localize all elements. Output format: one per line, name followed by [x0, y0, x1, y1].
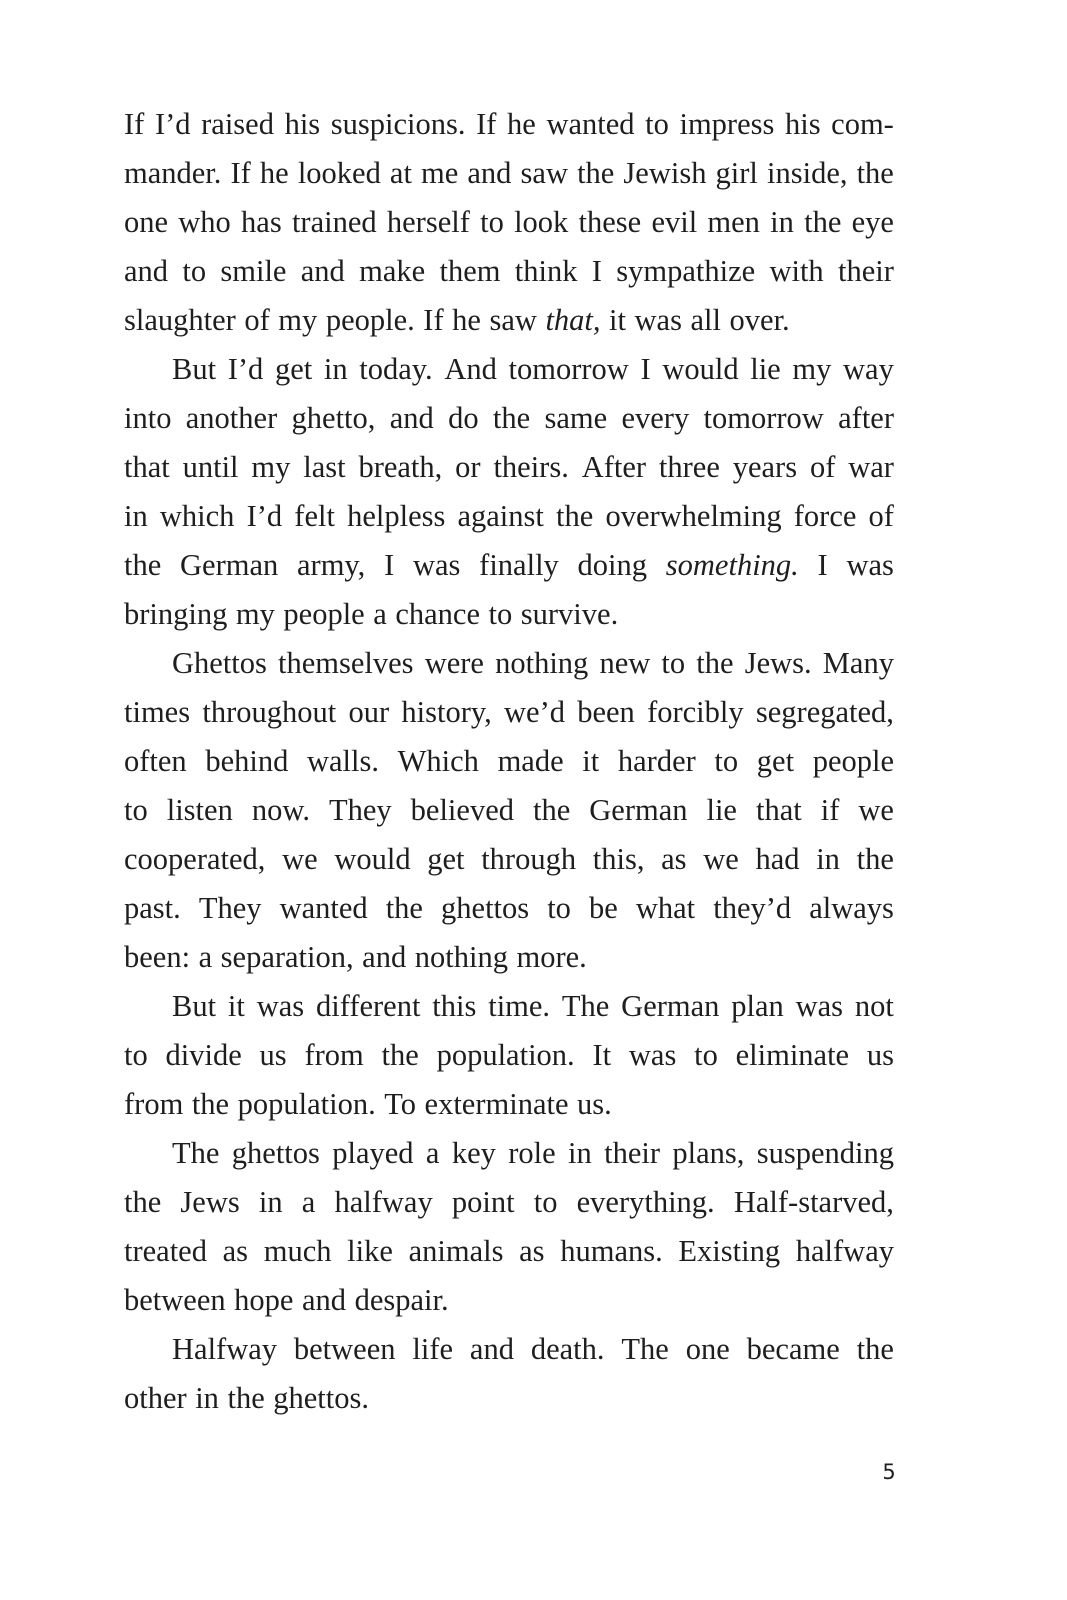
text-line: [124, 296, 894, 345]
text-word: until: [182, 450, 239, 484]
text-word: in: [816, 842, 840, 876]
text-word: Existing: [678, 1234, 781, 1268]
text-word: been: [577, 695, 635, 729]
text-word: halfway: [334, 1185, 433, 1219]
text-word: a: [425, 1136, 440, 1170]
text-line: [124, 492, 894, 541]
text-word: humans.: [560, 1234, 663, 1268]
text-word: I: [591, 254, 602, 288]
text-word: impress: [679, 107, 775, 141]
text-word: always: [809, 891, 894, 925]
text-word: theirs.: [493, 450, 569, 484]
text-word: the: [856, 1332, 894, 1366]
text-word: saw: [489, 303, 537, 337]
text-word: survive.: [520, 597, 619, 631]
text-line: [124, 1325, 894, 1374]
text-word: the: [385, 891, 423, 925]
text-word: became: [746, 1332, 840, 1366]
text-word: against: [457, 499, 544, 533]
text-word: Ghettos: [172, 646, 267, 680]
text-word: in: [568, 1136, 592, 1170]
page-number: 5: [882, 1460, 896, 1484]
text-word: to: [480, 205, 504, 239]
text-word: played: [332, 1136, 414, 1170]
text-word: it: [609, 303, 626, 337]
text-word: wanted: [279, 891, 368, 925]
text-line: [124, 1227, 894, 1276]
text-word: But: [172, 352, 217, 386]
text-word: way: [843, 352, 894, 386]
text-word: same: [544, 401, 608, 435]
text-word: had: [755, 842, 800, 876]
text-word: The: [172, 1136, 220, 1170]
text-line: [124, 394, 894, 443]
text-word: hope: [234, 1283, 294, 1317]
text-word: the: [696, 646, 734, 680]
text-line: [124, 1129, 894, 1178]
text-word: between: [293, 1332, 396, 1366]
text-word: the: [577, 156, 615, 190]
text-word: overwhelming: [605, 499, 782, 533]
text-word: I’d: [154, 107, 191, 141]
text-word: ghettos: [441, 891, 530, 925]
text-word: make: [359, 254, 426, 288]
text-word: their: [604, 1136, 661, 1170]
text-word: breath,: [358, 450, 443, 484]
text-word: the: [191, 1087, 230, 1121]
text-word: lie: [706, 793, 737, 827]
text-word: and: [389, 401, 434, 435]
text-word: and: [301, 1283, 347, 1317]
text-word: if: [820, 793, 840, 827]
text-word: lie: [750, 352, 781, 386]
text-word: to: [661, 646, 686, 680]
text-line: [124, 639, 894, 688]
text-word: with: [769, 254, 824, 288]
text-word: over.: [729, 303, 790, 337]
text-word: eye: [851, 205, 894, 239]
text-word: inside,: [767, 156, 848, 190]
text-word: we: [858, 793, 894, 827]
text-word: get: [756, 744, 795, 778]
text-line: [124, 982, 894, 1031]
text-word: the: [381, 1038, 419, 1072]
text-word: point: [451, 1185, 515, 1219]
text-word: we’d: [504, 695, 565, 729]
text-word: finally: [479, 548, 559, 582]
text-word: German: [589, 793, 688, 827]
text-word: would: [662, 352, 739, 386]
text-word: throughout: [202, 695, 337, 729]
text-line: [124, 835, 894, 884]
text-word: think: [514, 254, 578, 288]
text-word: forcibly: [647, 695, 744, 729]
text-word: today.: [359, 352, 433, 386]
text-word: segregated,: [755, 695, 894, 729]
text-word: trained: [291, 205, 377, 239]
text-line: [124, 1080, 894, 1129]
text-word: in: [124, 499, 148, 533]
text-word: every: [621, 401, 690, 435]
text-word: to: [182, 254, 207, 288]
text-word: If: [230, 156, 251, 190]
text-word: I’d: [227, 352, 264, 386]
text-word: chance: [395, 597, 480, 631]
text-word: get: [427, 842, 465, 876]
text-word: girl: [715, 156, 758, 190]
text-word: one: [124, 205, 169, 239]
text-word: as: [661, 842, 687, 876]
text-word: suspicions.: [330, 107, 466, 141]
text-word: suspending: [756, 1136, 894, 1170]
text-word: all: [690, 303, 721, 337]
text-word: he: [259, 156, 289, 190]
text-word: was: [795, 989, 844, 1023]
text-word: now.: [251, 793, 310, 827]
text-word: in: [770, 205, 794, 239]
text-word: between: [124, 1283, 226, 1317]
text-word: from: [124, 1087, 184, 1121]
text-word: felt: [294, 499, 335, 533]
text-word: If: [476, 107, 497, 141]
text-word: at: [389, 156, 412, 190]
text-word: not: [854, 989, 894, 1023]
text-word: German: [621, 989, 720, 1023]
text-word: ghettos.: [273, 1381, 369, 1415]
text-word: that,: [545, 303, 601, 337]
text-word: separation,: [220, 940, 354, 974]
text-word: his: [284, 107, 321, 141]
text-word: more.: [516, 940, 587, 974]
text-word: do: [448, 401, 479, 435]
text-word: look: [514, 205, 569, 239]
text-word: last: [303, 450, 346, 484]
text-word: would: [334, 842, 411, 876]
text-word: be: [589, 891, 618, 925]
text-line: [124, 100, 894, 149]
text-word: sympathize: [616, 254, 756, 288]
text-word: population.: [237, 1087, 376, 1121]
text-word: were: [424, 646, 484, 680]
text-line: [124, 1374, 894, 1423]
text-word: this: [432, 989, 477, 1023]
text-word: herself: [386, 205, 470, 239]
text-word: listen: [166, 793, 233, 827]
text-word: role: [508, 1136, 556, 1170]
text-line: [124, 1276, 894, 1325]
text-word: After: [581, 450, 647, 484]
text-word: nothing: [414, 940, 508, 974]
text-word: animals: [408, 1234, 504, 1268]
text-word: in: [195, 1381, 219, 1415]
text-word: divide: [165, 1038, 242, 1072]
text-line: [124, 345, 894, 394]
text-word: and: [362, 940, 407, 974]
text-word: Which: [397, 744, 479, 778]
text-line: [124, 590, 894, 639]
text-word: us: [866, 1038, 894, 1072]
text-word: time.: [488, 989, 551, 1023]
text-word: To: [384, 1087, 417, 1121]
text-word: much: [263, 1234, 332, 1268]
text-word: The: [621, 1332, 669, 1366]
text-word: what: [635, 891, 696, 925]
text-line: [124, 933, 894, 982]
text-word: that: [755, 793, 802, 827]
text-line: [124, 198, 894, 247]
text-word: exterminate: [424, 1087, 569, 1121]
text-word: life: [412, 1332, 454, 1366]
text-word: behind: [205, 744, 289, 778]
text-word: made: [497, 744, 564, 778]
text-word: their: [837, 254, 894, 288]
text-word: helpless: [347, 499, 446, 533]
text-word: three: [658, 450, 720, 484]
text-word: war: [848, 450, 894, 484]
text-word: death.: [530, 1332, 605, 1366]
text-word: who: [178, 205, 231, 239]
text-word: my: [792, 352, 832, 386]
text-word: our: [348, 695, 390, 729]
text-word: I’d: [246, 499, 283, 533]
text-word: people.: [325, 303, 415, 337]
text-line: [124, 149, 894, 198]
text-word: to: [533, 1185, 558, 1219]
text-word: If: [423, 303, 444, 337]
text-word: of: [868, 499, 894, 533]
text-word: the: [556, 499, 594, 533]
text-word: evil: [651, 205, 698, 239]
text-word: the: [227, 1381, 265, 1415]
text-word: it: [582, 744, 600, 778]
text-word: in: [258, 1185, 283, 1219]
text-word: eliminate: [735, 1038, 850, 1072]
text-word: the: [804, 205, 842, 239]
text-word: despair.: [354, 1283, 449, 1317]
text-word: men: [707, 205, 760, 239]
text-word: to: [547, 891, 571, 925]
text-word: Jewish: [623, 156, 707, 190]
text-word: he: [452, 303, 481, 337]
text-word: army,: [297, 548, 366, 582]
text-word: Jews: [180, 1185, 240, 1219]
text-word: years: [732, 450, 798, 484]
text-word: us.: [577, 1087, 612, 1121]
text-word: people: [812, 744, 894, 778]
text-word: wanted: [546, 107, 635, 141]
text-word: times: [124, 695, 191, 729]
text-word: And: [444, 352, 497, 386]
text-word: I: [817, 548, 828, 582]
text-word: It: [592, 1038, 612, 1072]
text-word: my: [251, 450, 291, 484]
text-word: treated: [124, 1234, 207, 1268]
text-line: [124, 247, 894, 296]
text-word: another: [185, 401, 278, 435]
text-word: something.: [665, 548, 799, 582]
text-word: German: [180, 548, 279, 582]
text-word: they’d: [713, 891, 792, 925]
text-word: different: [316, 989, 421, 1023]
text-word: to: [714, 744, 739, 778]
text-word: we: [703, 842, 739, 876]
text-word: smile: [220, 254, 287, 288]
text-word: everything.: [576, 1185, 715, 1219]
text-word: often: [124, 744, 187, 778]
text-word: was: [256, 989, 305, 1023]
text-word: us: [259, 1038, 287, 1072]
text-word: my: [278, 303, 318, 337]
text-word: to: [694, 1038, 718, 1072]
text-word: this,: [592, 842, 645, 876]
text-word: history,: [401, 695, 492, 729]
text-word: the: [856, 156, 894, 190]
text-word: saw: [520, 156, 568, 190]
text-word: through: [481, 842, 577, 876]
text-word: to: [124, 1038, 148, 1072]
text-word: the: [856, 842, 894, 876]
text-word: looked: [297, 156, 381, 190]
text-word: of: [244, 303, 270, 337]
text-word: The: [561, 989, 610, 1023]
text-word: the: [124, 548, 162, 582]
text-word: Jews.: [744, 646, 812, 680]
text-word: ghetto,: [291, 401, 376, 435]
text-word: the: [492, 401, 531, 435]
text-word: halfway: [795, 1234, 894, 1268]
text-word: which: [159, 499, 235, 533]
text-word: that: [124, 450, 170, 484]
text-word: They: [329, 793, 392, 827]
text-word: me: [421, 156, 459, 190]
text-word: a: [301, 1185, 316, 1219]
text-word: to: [124, 793, 148, 827]
text-word: to: [645, 107, 669, 141]
text-word: my: [235, 597, 275, 631]
text-word: force: [793, 499, 857, 533]
text-word: of: [809, 450, 836, 484]
text-line: [124, 541, 894, 590]
text-line: [124, 737, 894, 786]
text-word: these: [578, 205, 642, 239]
text-word: But: [172, 989, 217, 1023]
text-word: key: [451, 1136, 496, 1170]
text-word: was: [846, 548, 894, 582]
text-word: and: [469, 1332, 514, 1366]
text-word: the: [532, 793, 571, 827]
text-word: population.: [436, 1038, 575, 1072]
text-word: a: [373, 597, 387, 631]
text-word: one: [685, 1332, 730, 1366]
text-word: been:: [124, 940, 191, 974]
text-line: [124, 786, 894, 835]
text-word: tomorrow: [508, 352, 629, 386]
text-line: [124, 1178, 894, 1227]
text-word: raised: [201, 107, 274, 141]
text-word: or: [455, 450, 481, 484]
text-word: we: [282, 842, 318, 876]
text-line: [124, 1031, 894, 1080]
text-word: new: [599, 646, 651, 680]
text-line: [124, 443, 894, 492]
text-word: nothing: [495, 646, 589, 680]
text-word: They: [198, 891, 262, 925]
text-word: after: [838, 401, 894, 435]
text-word: a: [198, 940, 213, 974]
text-word: it: [227, 989, 245, 1023]
text-word: I: [384, 548, 395, 582]
text-word: doing: [577, 548, 648, 582]
text-word: his: [784, 107, 821, 141]
text-word: as: [222, 1234, 249, 1268]
text-word: in: [323, 352, 348, 386]
text-word: Half-starved,: [733, 1185, 894, 1219]
text-word: other: [124, 1381, 187, 1415]
text-word: tomorrow: [703, 401, 824, 435]
text-word: ghettos: [231, 1136, 320, 1170]
text-word: past.: [124, 891, 181, 925]
text-word: walls.: [306, 744, 379, 778]
text-word: plan: [731, 989, 784, 1023]
text-word: has: [241, 205, 282, 239]
text-word: to: [488, 597, 513, 631]
text-word: he: [507, 107, 536, 141]
text-word: and: [124, 254, 169, 288]
text-word: was: [412, 548, 461, 582]
text-word: Many: [822, 646, 894, 680]
text-word: harder: [617, 744, 696, 778]
text-word: Halfway: [172, 1332, 278, 1366]
text-word: people: [283, 597, 365, 631]
text-word: com-: [831, 107, 894, 141]
text-word: get: [274, 352, 313, 386]
text-word: believed: [410, 793, 514, 827]
text-line: [124, 884, 894, 933]
text-word: into: [124, 401, 172, 435]
text-word: slaughter: [124, 303, 236, 337]
text-word: If: [124, 107, 145, 141]
text-word: plans,: [672, 1136, 745, 1170]
text-word: was: [628, 1038, 677, 1072]
text-word: I: [640, 352, 651, 386]
text-word: and: [300, 254, 345, 288]
text-word: from: [304, 1038, 364, 1072]
text-word: was: [634, 303, 682, 337]
text-line: [124, 688, 894, 737]
text-word: bringing: [124, 597, 228, 631]
text-word: like: [347, 1234, 393, 1268]
page-body: [124, 100, 894, 1423]
text-word: as: [519, 1234, 545, 1268]
text-word: cooperated,: [124, 842, 266, 876]
text-word: mander.: [124, 156, 222, 190]
text-word: and: [467, 156, 512, 190]
text-word: themselves: [278, 646, 414, 680]
text-word: them: [439, 254, 501, 288]
text-word: the: [124, 1185, 162, 1219]
